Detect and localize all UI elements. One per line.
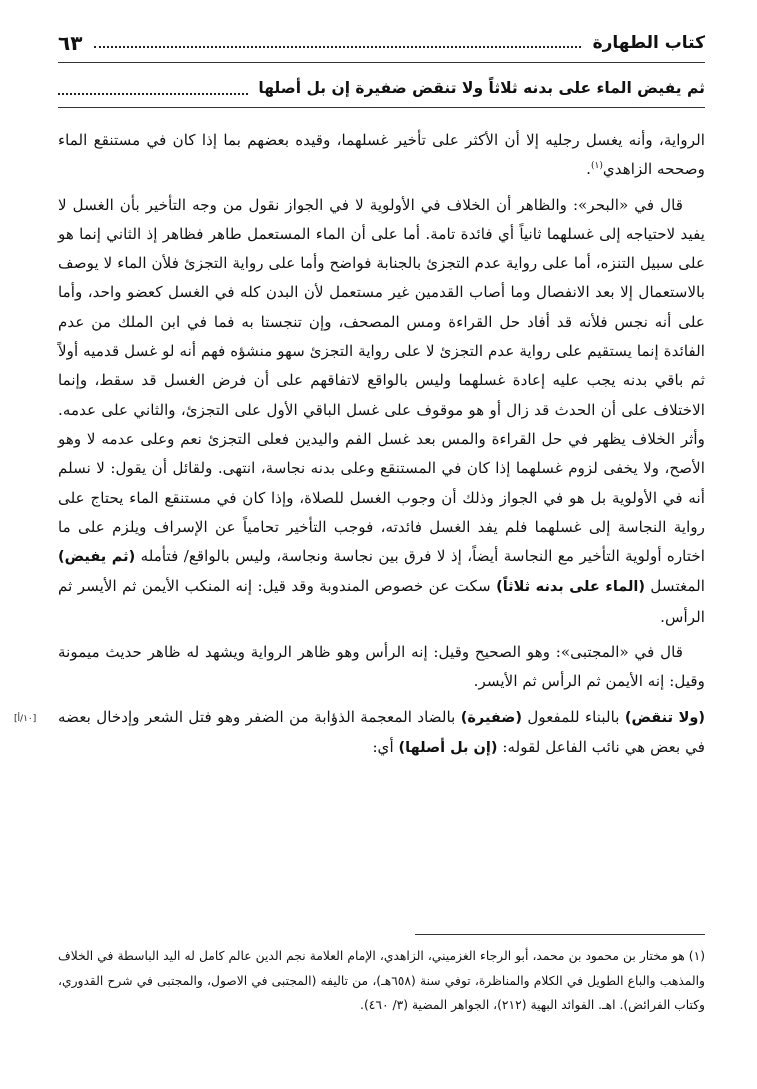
- footnote-marker: (١): [591, 161, 603, 172]
- commentary-body: [58, 126, 705, 763]
- paragraph-3-text: قال في «المجتبى»: وهو الصحيح وقيل: إنه الرأس وهو ظاهر الرواية ويشهد له ظاهر حديث ميمونة وقيل: إنه الأيمن ثم الرأس ثم الأيسر.: [58, 643, 705, 691]
- header-dot-leader: [94, 46, 580, 48]
- book-title: كتاب الطهارة: [592, 33, 705, 53]
- footnotes: [58, 944, 705, 1018]
- quoted-matn: (الماء على بدنه ثلاثاً): [496, 579, 646, 596]
- paragraph-1: [58, 126, 705, 185]
- paragraph-2-mid: المغتسل: [650, 577, 705, 596]
- page-header: [58, 28, 705, 58]
- quoted-matn: (ثم يفيض): [58, 549, 136, 566]
- quoted-matn: (إن بل أصلها): [398, 739, 498, 756]
- matn-line: [58, 72, 705, 104]
- matn-dot-leader: [58, 93, 248, 95]
- quoted-matn: (ولا تنقض): [624, 709, 706, 726]
- quoted-matn: (ضفيرة): [460, 709, 522, 726]
- matn-text: ثم يفيض الماء على بدنه ثلاثاً ولا تنقض ضفيرة إن بل أصلها: [258, 79, 705, 97]
- page-number: ٦٣: [58, 31, 83, 55]
- paragraph-1-end: .: [586, 160, 591, 179]
- matn-rule: [58, 107, 705, 108]
- paragraph-2-end: سكت عن خصوص المندوبة وقد قيل: إنه المنكب الأيمن ثم الأيسر ثم الرأس.: [58, 577, 705, 626]
- paragraph-2: [58, 191, 705, 632]
- footnote-rule: [415, 934, 705, 935]
- paragraph-1-text: الرواية، وأنه يغسل رجليه إلا أن الأكثر على تأخير غسلهما، وقيده بعضهم بما إذا كان في مستنقع الماء وصححه الزاهدي: [58, 131, 705, 179]
- header-rule: [58, 62, 705, 63]
- paragraph-4-text-a: بالبناء للمفعول: [527, 707, 620, 726]
- paragraph-2-text: قال في «البحر»: والظاهر أن الخلاف في الأولوية لا في الجواز نقول من وجه التأخير بأن الغسل لا يفيد لاحتياجه إلى غسلهما ثانياً أي فائدة تامة. أما على أن الماء المستعمل طاهر فظاهر إذ الثاني إنما هو على سبيل التنزه، أما على رواية عدم التجزئ بالجنابة فواضح وأما على رواية التجزئ فلأن الماء لا يوصف بالاستعمال إلا بعد الانفصال وما أصاب القدمين غير مستعمل لأن البدن كله في الغسل كعضو واحد، وأما على أنه نجس فلأنه قد أفاد حل القراءة ومس المصحف، وإن تنجستا به فما في ابن الملك من عدم الفائدة إنما يستقيم على رواية عدم التجزئ لا على رواية التجزئ سهو منشؤه فهم أنه لو غسل قدميه أولاً ثم باقي بدنه يجب عليه إعادة غسلهما وليس بالواقع لاتفاقهم على أن فرض الغسل قد سقط، وإنما الاختلاف على أن الحدث قد زال أو هو موقوف على غسل الباقي الأول على التجزئ، والثاني على عدمه. وأثر الخلاف يظهر في حل القراءة والمس بعد غسل الفم واليدين فعلى التجزئ نعم وعلى عدمه لا وهو الأصح، ولا يخفى لزوم غسلهما إذا كان في المستنقع وعلى بدنه نجاسة، انتهى. ولقائل أن يقول: لا نسلم أنه في الأولوية بل هو في الجواز وذلك أن وجوب الغسل للصلاة، وإذا كان في مستنقع الماء يحتاج على رواية النجاسة إلى غسلهما فلم يفد الغسل فائدته، فوجب التأخير تحامياً عن الإسراف ويلزم على ما اختاره أولوية التأخير مع النجاسة أيضاً، إذ لا فرق بين نجاسة ونجاسة، وليس بالواقع/ فتأمله: [58, 195, 706, 566]
- manuscript-folio-note: [١٠/أ]: [14, 714, 37, 724]
- paragraph-4: [58, 703, 705, 764]
- paragraph-3: [58, 638, 705, 697]
- paragraph-4-text-c: أي:: [372, 737, 394, 756]
- paragraph-4-text-b: بالضاد المعجمة الذؤابة من الضفر وهو فتل الشعر وإدخال بعضه في بعض هي نائب الفاعل لقوله:: [58, 707, 705, 756]
- footnote-1: (١) هو مختار بن محمود بن محمد، أبو الرجاء الغزميني، الزاهدي، الإمام العلامة نجم الدين عالم كامل له اليد الباسطة في الخلاف والمذهب والباع الطويل في الكلام والمناظرة، توفي سنة (٦٥٨هـ)، من تاليفه (المجتبى في الاصول، والمجتبى في شرح القدوري، وكتاب الفرائض). اهـ. الفوائد البهية (٢١٢)، الجواهر المضية (٣/ ٤٦٠).: [58, 949, 705, 1012]
